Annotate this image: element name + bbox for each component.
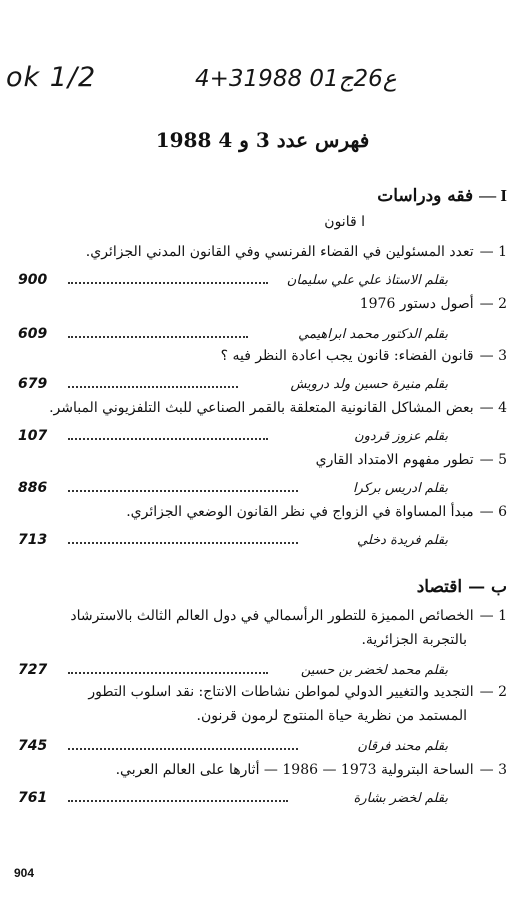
footer-page-number: 904 (14, 866, 35, 880)
entry-number: 4 — (479, 400, 507, 416)
entry-page-number: 761 (18, 790, 48, 806)
entry-page-number: 886 (18, 480, 48, 496)
entry-title: تطور مفهوم الامتداد القاري (315, 452, 474, 468)
handwritten-note-left: ok 1/2 (6, 62, 97, 93)
entry-author: بقلم محمد لخضر بن حسين (297, 663, 448, 678)
entry-number: 1 — (479, 608, 507, 624)
entry-number: 3 — (479, 762, 507, 778)
entry-number: 5 — (479, 452, 507, 468)
entry-author: بقلم عزوز قردون (350, 429, 448, 444)
dot-leader (68, 336, 248, 338)
entry-page-number: 727 (18, 662, 48, 678)
entry-author: بقلم الاستاذ علي علي سليمان (283, 273, 448, 288)
dot-leader (68, 672, 268, 674)
section-1-title: فقه ودراسات (377, 186, 474, 206)
dot-leader (68, 438, 268, 440)
entry-title: تعدد المسئولين في القضاء الفرنسي وفي القانون المدني الجزائري. (85, 244, 474, 260)
dot-leader (68, 748, 298, 750)
entry-number: 6 — (479, 504, 507, 520)
dot-leader (68, 800, 288, 802)
section-1-subtitle: ا قانون (324, 214, 365, 230)
handwritten-note-right: 4+3ع26ج01 1988 (195, 66, 397, 92)
entry-author: بقلم فريدة دخلي (353, 533, 448, 548)
section-1-heading (377, 186, 507, 206)
page-title: فهرس عدد 3 و 4 1988 (155, 128, 370, 152)
dot-leader (68, 386, 238, 388)
entry-title: الخصائص المميزة للتطور الرأسمالي في دول العالم الثالث بالاسترشاد (70, 608, 474, 624)
entry-title: بعض المشاكل القانونية المتعلقة بالقمر الصناعي للبث التلفزيوني المباشر. (49, 400, 474, 416)
entry-title: الساحة البترولية 1973 — 1986 — أثارها على العالم العربي. (115, 762, 474, 778)
entry-author: بقلم لخضر بشارة (350, 791, 448, 806)
dot-leader (68, 282, 268, 284)
entry-title: قانون الفضاء: قانون يجب اعادة النظر فيه ؟ (220, 348, 474, 364)
entry-title-continued: بالتجربة الجزائرية. (361, 632, 467, 648)
section-2-heading: ب — اقتصاد (416, 577, 507, 597)
entry-number: 2 — (479, 296, 507, 312)
entry-page-number: 679 (18, 376, 48, 392)
entry-author: بقلم منيرة حسين ولد درويش (286, 377, 448, 392)
entry-page-number: 745 (18, 738, 48, 754)
entry-author: بقلم الدكتور محمد ابراهيمي (294, 327, 448, 342)
entry-author: بقلم محند فرقان (353, 739, 448, 754)
entry-number: 2 — (479, 684, 507, 700)
entry-number: 3 — (479, 348, 507, 364)
entry-page-number: 713 (18, 532, 48, 548)
section-1-number: I — (479, 186, 507, 205)
entry-number: 1 — (479, 244, 507, 260)
dot-leader (68, 542, 298, 544)
entry-title: التجديد والتغيير الدولي لمواطن نشاطات الانتاج: نقد اسلوب التطور (88, 684, 474, 700)
entry-title: أصول دستور 1976 (359, 296, 474, 312)
dot-leader (68, 490, 298, 492)
entry-page-number: 900 (18, 272, 48, 288)
entry-title-continued: المستمد من نظرية حياة المنتوج لرمون قرنون. (196, 708, 467, 724)
entry-page-number: 107 (18, 428, 48, 444)
entry-title: مبدأ المساواة في الزواج في نظر القانون الوضعي الجزائري. (126, 504, 474, 520)
entry-page-number: 609 (18, 326, 48, 342)
entry-author: بقلم ادريس بركرا (349, 481, 448, 496)
